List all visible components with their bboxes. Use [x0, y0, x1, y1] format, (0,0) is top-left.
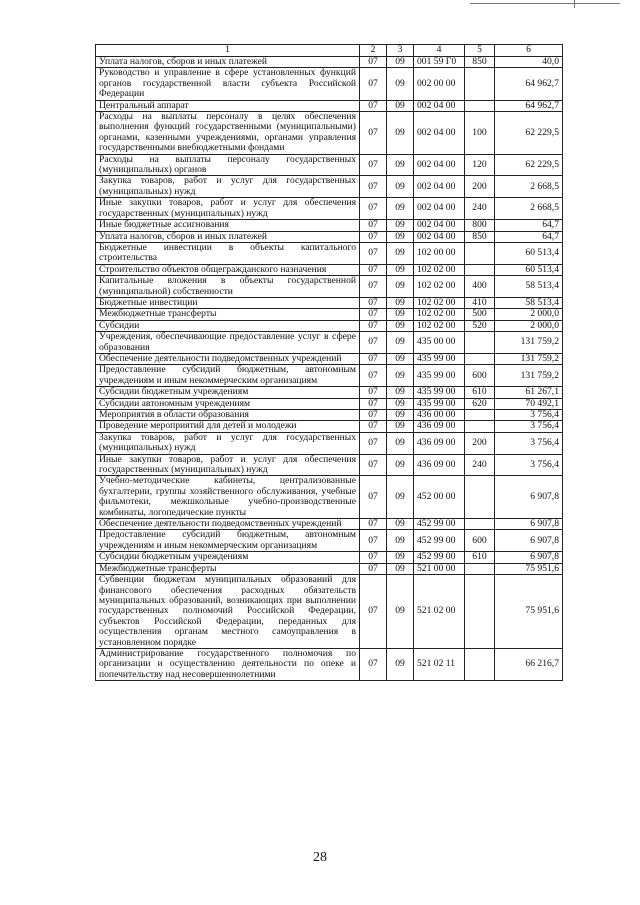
row-section: 07	[360, 176, 387, 198]
row-target-code: 002 00 00	[414, 68, 465, 100]
row-expense-type: 500	[465, 309, 495, 320]
row-target-code: 435 99 00	[414, 365, 465, 387]
row-section: 07	[360, 242, 387, 264]
row-expense-type	[465, 519, 495, 530]
table-row	[96, 648, 563, 680]
row-subsection: 09	[387, 320, 414, 331]
table-row	[96, 220, 563, 231]
row-expense-type: 200	[465, 176, 495, 198]
row-section: 07	[360, 563, 387, 574]
row-name: Иные закупки товаров, работ и услуг для обеспечения государственных (муниципальных) нужд	[96, 454, 360, 476]
row-subsection: 09	[387, 231, 414, 242]
row-subsection: 09	[387, 365, 414, 387]
row-amount: 62 229,5	[495, 112, 563, 155]
table-row	[96, 575, 563, 649]
row-subsection: 09	[387, 421, 414, 432]
table-row	[96, 176, 563, 198]
row-name: Строительство объектов общегражданского назначения	[96, 264, 360, 275]
row-section: 07	[360, 198, 387, 220]
row-expense-type	[465, 476, 495, 519]
row-target-code: 102 02 00	[414, 309, 465, 320]
row-amount: 3 756,4	[495, 454, 563, 476]
row-expense-type: 850	[465, 231, 495, 242]
row-amount: 64 962,7	[495, 68, 563, 100]
row-amount: 2 668,5	[495, 198, 563, 220]
row-subsection: 09	[387, 398, 414, 409]
row-target-code: 001 59 Г0	[414, 57, 465, 68]
row-expense-type	[465, 421, 495, 432]
table-row	[96, 519, 563, 530]
row-name: Межбюджетные трансферты	[96, 309, 360, 320]
row-section: 07	[360, 353, 387, 364]
row-amount: 3 756,4	[495, 410, 563, 421]
table-row	[96, 231, 563, 242]
row-section: 07	[360, 57, 387, 68]
table-row	[96, 398, 563, 409]
row-name: Учреждения, обеспечивающие предоставление услуг в сфере образования	[96, 332, 360, 354]
table-row	[96, 154, 563, 176]
row-section: 07	[360, 476, 387, 519]
row-section: 07	[360, 398, 387, 409]
row-amount: 60 513,4	[495, 242, 563, 264]
table-row	[96, 100, 563, 111]
row-section: 07	[360, 276, 387, 298]
row-amount: 64,7	[495, 220, 563, 231]
row-subsection: 09	[387, 57, 414, 68]
row-target-code: 436 09 00	[414, 432, 465, 454]
table-row	[96, 112, 563, 155]
row-expense-type	[465, 563, 495, 574]
table-row	[96, 332, 563, 354]
row-target-code: 102 02 00	[414, 276, 465, 298]
row-expense-type: 200	[465, 432, 495, 454]
table-row	[96, 387, 563, 398]
row-subsection: 09	[387, 112, 414, 155]
row-expense-type: 600	[465, 365, 495, 387]
row-target-code: 521 02 11	[414, 648, 465, 680]
row-expense-type: 400	[465, 276, 495, 298]
row-subsection: 09	[387, 454, 414, 476]
row-subsection: 09	[387, 332, 414, 354]
row-section: 07	[360, 648, 387, 680]
row-amount: 6 907,8	[495, 519, 563, 530]
row-subsection: 09	[387, 353, 414, 364]
row-amount: 131 759,2	[495, 332, 563, 354]
row-target-code: 521 02 00	[414, 575, 465, 649]
row-name: Иные закупки товаров, работ и услуг для обеспечения государственных (муниципальных) нужд	[96, 198, 360, 220]
table-header-row	[96, 45, 563, 57]
row-expense-type: 520	[465, 320, 495, 331]
row-section: 07	[360, 575, 387, 649]
row-section: 07	[360, 365, 387, 387]
row-subsection: 09	[387, 220, 414, 231]
table-row	[96, 198, 563, 220]
row-amount: 40,0	[495, 57, 563, 68]
row-name: Закупка товаров, работ и услуг для государственных (муниципальных) нужд	[96, 432, 360, 454]
row-name: Руководство и управление в сфере установленных функций органов государственной власти субъекта Российской Федерации	[96, 68, 360, 100]
row-amount: 66 216,7	[495, 648, 563, 680]
table-row	[96, 552, 563, 563]
row-subsection: 09	[387, 530, 414, 552]
row-target-code: 436 00 00	[414, 410, 465, 421]
row-amount: 6 907,8	[495, 476, 563, 519]
row-target-code: 002 04 00	[414, 198, 465, 220]
row-subsection: 09	[387, 648, 414, 680]
row-target-code: 521 00 00	[414, 563, 465, 574]
table-row	[96, 242, 563, 264]
row-target-code: 436 09 00	[414, 454, 465, 476]
row-name: Межбюджетные трансферты	[96, 563, 360, 574]
row-subsection: 09	[387, 198, 414, 220]
row-subsection: 09	[387, 575, 414, 649]
row-amount: 58 513,4	[495, 297, 563, 308]
row-section: 07	[360, 432, 387, 454]
row-target-code: 002 04 00	[414, 231, 465, 242]
row-name: Обеспечение деятельности подведомственных учреждений	[96, 353, 360, 364]
row-expense-type	[465, 353, 495, 364]
table-row	[96, 365, 563, 387]
row-section: 07	[360, 387, 387, 398]
row-amount: 62 229,5	[495, 154, 563, 176]
row-subsection: 09	[387, 410, 414, 421]
row-section: 07	[360, 552, 387, 563]
top-tick	[574, 0, 575, 8]
row-amount: 6 907,8	[495, 530, 563, 552]
row-name: Предоставление субсидий бюджетным, автономным учреждениям и иным некоммерческим организациям	[96, 530, 360, 552]
row-expense-type: 800	[465, 220, 495, 231]
row-amount: 3 756,4	[495, 421, 563, 432]
row-amount: 61 267,1	[495, 387, 563, 398]
table-row	[96, 320, 563, 331]
table-row	[96, 476, 563, 519]
row-subsection: 09	[387, 276, 414, 298]
page-number: 28	[313, 850, 327, 865]
header-col-2: 2	[360, 45, 387, 57]
row-target-code: 452 99 00	[414, 519, 465, 530]
row-section: 07	[360, 231, 387, 242]
table-row	[96, 353, 563, 364]
row-amount: 70 492,1	[495, 398, 563, 409]
table-row	[96, 309, 563, 320]
row-expense-type: 620	[465, 398, 495, 409]
table-row	[96, 276, 563, 298]
row-expense-type	[465, 264, 495, 275]
row-target-code: 102 00 00	[414, 242, 465, 264]
row-target-code: 102 02 00	[414, 297, 465, 308]
row-target-code: 435 00 00	[414, 332, 465, 354]
row-name: Бюджетные инвестиции в объекты капитального строительства	[96, 242, 360, 264]
row-section: 07	[360, 297, 387, 308]
row-section: 07	[360, 112, 387, 155]
row-target-code: 002 04 00	[414, 112, 465, 155]
row-section: 07	[360, 410, 387, 421]
row-name: Мероприятия в области образования	[96, 410, 360, 421]
row-section: 07	[360, 264, 387, 275]
row-expense-type: 600	[465, 530, 495, 552]
header-col-1: 1	[96, 45, 360, 57]
row-subsection: 09	[387, 264, 414, 275]
row-target-code: 452 99 00	[414, 530, 465, 552]
row-expense-type: 410	[465, 297, 495, 308]
row-amount: 75 951,6	[495, 575, 563, 649]
row-name: Субсидии бюджетным учреждениям	[96, 387, 360, 398]
row-name: Расходы на выплаты персоналу в целях обеспечения выполнения функций государственными (муниципальными) органами, казенными учреждениями, органами управления государственными внебюджетными фондами	[96, 112, 360, 155]
row-section: 07	[360, 530, 387, 552]
row-name: Бюджетные инвестиции	[96, 297, 360, 308]
row-name: Капитальные вложения в объекты государственной (муниципальной) собственности	[96, 276, 360, 298]
row-subsection: 09	[387, 297, 414, 308]
row-expense-type: 850	[465, 57, 495, 68]
row-expense-type: 240	[465, 454, 495, 476]
row-target-code: 102 02 00	[414, 264, 465, 275]
row-expense-type: 610	[465, 552, 495, 563]
row-section: 07	[360, 68, 387, 100]
header-col-6: 6	[495, 45, 563, 57]
row-target-code: 435 99 00	[414, 398, 465, 409]
row-expense-type	[465, 410, 495, 421]
row-expense-type: 240	[465, 198, 495, 220]
table-row	[96, 297, 563, 308]
row-target-code: 435 99 00	[414, 353, 465, 364]
row-name: Закупка товаров, работ и услуг для государственных (муниципальных) нужд	[96, 176, 360, 198]
top-rule	[470, 3, 620, 4]
row-expense-type	[465, 242, 495, 264]
table-row	[96, 57, 563, 68]
table-row	[96, 454, 563, 476]
top-scan-line	[0, 0, 640, 12]
row-subsection: 09	[387, 176, 414, 198]
row-name: Уплата налогов, сборов и иных платежей	[96, 57, 360, 68]
row-amount: 2 000,0	[495, 309, 563, 320]
row-amount: 2 000,0	[495, 320, 563, 331]
row-expense-type	[465, 332, 495, 354]
row-amount: 64,7	[495, 231, 563, 242]
row-amount: 3 756,4	[495, 432, 563, 454]
row-expense-type: 100	[465, 112, 495, 155]
row-section: 07	[360, 220, 387, 231]
row-expense-type	[465, 100, 495, 111]
table-row	[96, 563, 563, 574]
row-expense-type	[465, 68, 495, 100]
row-name: Учебно-методические кабинеты, централизованные бухгалтерии, группы хозяйственного обслуживания, учебные фильмотеки, межшкольные учебно-производственные комбинаты, логопедические пункты	[96, 476, 360, 519]
row-target-code: 102 02 00	[414, 320, 465, 331]
row-name: Уплата налогов, сборов и иных платежей	[96, 231, 360, 242]
row-target-code: 452 99 00	[414, 552, 465, 563]
header-col-3: 3	[387, 45, 414, 57]
row-target-code: 002 04 00	[414, 176, 465, 198]
header-col-5: 5	[465, 45, 495, 57]
row-target-code: 436 09 00	[414, 421, 465, 432]
row-target-code: 002 04 00	[414, 220, 465, 231]
row-amount: 6 907,8	[495, 552, 563, 563]
row-name: Обеспечение деятельности подведомственных учреждений	[96, 519, 360, 530]
row-section: 07	[360, 454, 387, 476]
row-section: 07	[360, 309, 387, 320]
budget-table	[95, 44, 563, 681]
row-subsection: 09	[387, 154, 414, 176]
row-subsection: 09	[387, 387, 414, 398]
row-section: 07	[360, 100, 387, 111]
row-target-code: 002 04 00	[414, 154, 465, 176]
row-amount: 131 759,2	[495, 353, 563, 364]
row-target-code: 452 00 00	[414, 476, 465, 519]
row-target-code: 002 04 00	[414, 100, 465, 111]
row-expense-type	[465, 648, 495, 680]
table-row	[96, 421, 563, 432]
row-subsection: 09	[387, 68, 414, 100]
row-amount: 60 513,4	[495, 264, 563, 275]
row-name: Администрирование государственного полномочия по организации и осуществлению деятельности по опеке и попечительству над несовершеннолетними	[96, 648, 360, 680]
table-row	[96, 68, 563, 100]
row-amount: 58 513,4	[495, 276, 563, 298]
row-amount: 64 962,7	[495, 100, 563, 111]
row-name: Субсидии автономным учреждениям	[96, 398, 360, 409]
table-row	[96, 410, 563, 421]
row-amount: 131 759,2	[495, 365, 563, 387]
table-row	[96, 432, 563, 454]
row-name: Субсидии	[96, 320, 360, 331]
row-name: Субвенции бюджетам муниципальных образований для финансового обеспечения расходных обязательств муниципальных образований, возникающих при выполнении государственных полномочий Российской Федерации, субъектов Российской Федерации, переданных для осуществления органам местного самоуправления в установленном порядке	[96, 575, 360, 649]
row-subsection: 09	[387, 552, 414, 563]
table-row	[96, 530, 563, 552]
row-section: 07	[360, 519, 387, 530]
header-col-4: 4	[414, 45, 465, 57]
row-expense-type	[465, 575, 495, 649]
table-body	[96, 57, 563, 681]
row-name: Иные бюджетные ассигнования	[96, 220, 360, 231]
row-amount: 75 951,6	[495, 563, 563, 574]
row-section: 07	[360, 421, 387, 432]
row-subsection: 09	[387, 519, 414, 530]
row-subsection: 09	[387, 309, 414, 320]
row-name: Центральный аппарат	[96, 100, 360, 111]
row-subsection: 09	[387, 100, 414, 111]
row-amount: 2 668,5	[495, 176, 563, 198]
row-section: 07	[360, 332, 387, 354]
row-name: Предоставление субсидий бюджетным, автономным учреждениям и иным некоммерческим организациям	[96, 365, 360, 387]
row-subsection: 09	[387, 432, 414, 454]
row-expense-type: 120	[465, 154, 495, 176]
row-target-code: 435 99 00	[414, 387, 465, 398]
row-section: 07	[360, 154, 387, 176]
row-subsection: 09	[387, 476, 414, 519]
row-name: Субсидии бюджетным учреждениям	[96, 552, 360, 563]
row-name: Проведение мероприятий для детей и молодежи	[96, 421, 360, 432]
row-section: 07	[360, 320, 387, 331]
row-subsection: 09	[387, 563, 414, 574]
table-row	[96, 264, 563, 275]
row-name: Расходы на выплаты персоналу государственных (муниципальных) органов	[96, 154, 360, 176]
row-expense-type: 610	[465, 387, 495, 398]
row-subsection: 09	[387, 242, 414, 264]
